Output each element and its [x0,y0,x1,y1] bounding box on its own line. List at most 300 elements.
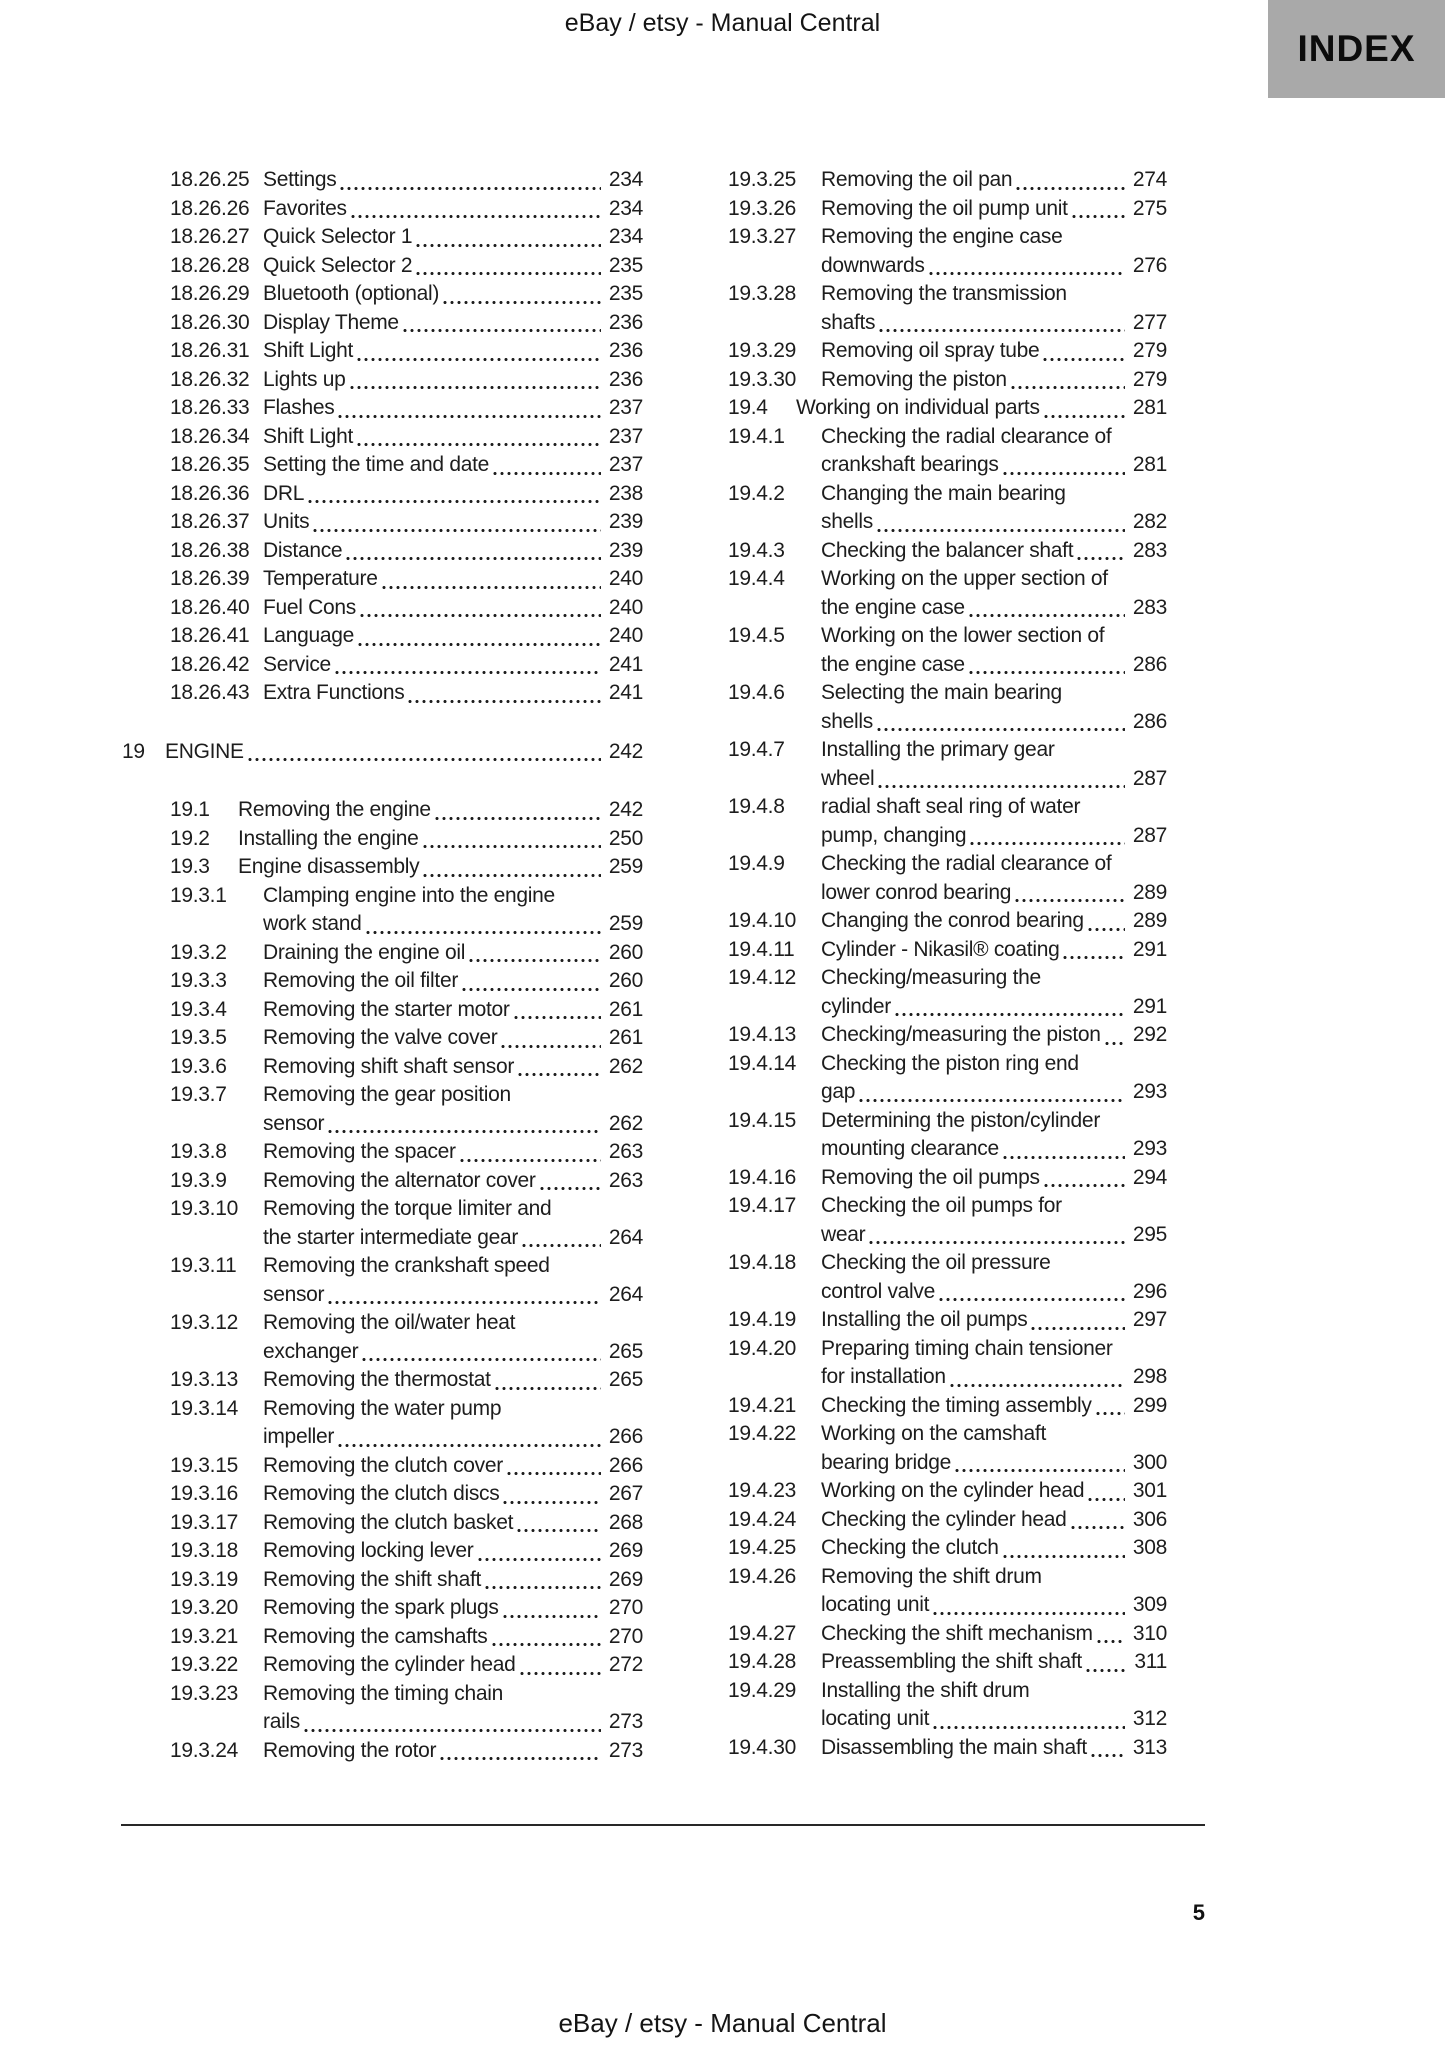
toc-entry[interactable] [680,1050,1167,1107]
toc-entry-line [680,793,1167,822]
toc-entry-title: Flashes [263,396,335,419]
toc-entry-line [122,1053,643,1082]
toc-entry-line [122,1138,643,1167]
toc-entry-title: Checking the timing assembly [821,1393,1092,1417]
dotted-leader [970,841,1125,846]
toc-entry-title: Clamping engine into the engine [263,883,555,907]
toc-entry-line [122,1566,643,1595]
toc-entry[interactable] [122,853,643,882]
toc-entry[interactable] [122,1509,643,1538]
toc-entry-title: Removing the oil filter [263,969,459,992]
toc-entry[interactable] [122,565,643,594]
toc-entry-title: Removing the transmission [821,282,1067,305]
dotted-leader [501,1044,600,1049]
toc-entry[interactable] [122,1053,643,1082]
toc-entry-line [122,825,643,854]
toc-entry[interactable] [122,508,643,537]
dotted-leader [520,1671,601,1676]
toc-entry-number: 19.3.18 [170,1539,238,1562]
toc-entry-title: Removing the oil/water heat [263,1311,516,1334]
toc-entry-number: 18.26.28 [170,253,250,277]
toc-entry-line [122,366,643,395]
toc-entry[interactable] [122,280,643,309]
toc-entry[interactable] [122,967,643,996]
toc-entry-title: Installing the primary gear [821,738,1055,761]
toc-entry-line [122,939,643,968]
toc-entry-line [680,1534,1167,1563]
toc-entry-title: Working on the cylinder head [821,1479,1085,1502]
toc-entry[interactable] [122,1737,643,1766]
toc-entry[interactable] [680,793,1167,850]
toc-entry-title: Installing the shift drum [821,1678,1030,1702]
toc-entry-page: 239 [608,510,643,533]
dotted-leader [933,1725,1125,1730]
toc-entry-line [680,195,1167,224]
toc-entry[interactable] [122,1252,643,1309]
toc-entry-page: 287 [1132,823,1167,847]
toc-entry-page: 313 [1132,1735,1167,1759]
toc-entry-title: Lights up [263,367,346,391]
toc-entry-title: Installing the engine [238,826,419,850]
toc-entry-page: 242 [608,739,643,763]
toc-entry-title: Working on the lower section of [821,624,1105,647]
toc-entry-page: 270 [608,1596,643,1619]
toc-entry[interactable] [122,1081,643,1138]
toc-entry-page: 287 [1132,766,1167,790]
toc-entry-page: 309 [1132,1593,1167,1616]
toc-entry-line [680,1078,1167,1107]
toc-entry[interactable] [122,1138,643,1167]
toc-entry-line [122,1167,643,1196]
toc-entry-line [680,651,1167,680]
toc-entry-page: 279 [1132,367,1167,391]
toc-entry-title: Removing the oil pumps [821,1165,1040,1189]
toc-entry-page: 241 [608,652,643,676]
toc-entry-title: Removing the engine case [821,225,1063,248]
toc-entry-page: 261 [608,997,643,1021]
toc-entry[interactable] [122,223,643,252]
toc-entry-title: Removing locking lever [263,1539,474,1562]
toc-entry[interactable] [122,594,643,623]
toc-entry[interactable] [680,1306,1167,1335]
toc-entry[interactable] [122,337,643,366]
toc-entry-title: Removing the thermostat [263,1368,491,1391]
toc-entry-title: Checking the radial clearance of [821,424,1112,448]
toc-entry[interactable] [680,1392,1167,1421]
dotted-leader [304,1728,601,1733]
toc-entry[interactable] [680,907,1167,936]
toc-entry[interactable] [680,964,1167,1021]
toc-entry-number: 19.3.21 [170,1624,238,1648]
toc-entry-title: Extra Functions [263,681,405,704]
toc-entry[interactable] [122,1167,643,1196]
dotted-leader [338,414,600,419]
toc-entry-page: 260 [608,969,643,992]
toc-entry[interactable] [680,366,1167,395]
toc-entry-line [680,765,1167,794]
toc-entry[interactable] [122,252,643,281]
toc-entry-number: 19.3.12 [170,1311,238,1334]
toc-entry[interactable] [680,1107,1167,1164]
toc-entry-page: 236 [608,310,643,334]
toc-entry[interactable] [680,337,1167,366]
toc-entry[interactable] [680,736,1167,793]
toc-entry-number: 19.4.9 [728,852,785,875]
dotted-leader [469,958,601,963]
toc-entry-page: 269 [608,1539,643,1562]
toc-entry-line [680,337,1167,366]
toc-entry-title: for installation [821,1365,946,1388]
toc-entry-title: Service [263,652,331,676]
dotted-leader [1086,1668,1126,1673]
dotted-leader [313,528,601,533]
toc-entry-number: 18.26.35 [170,453,250,476]
toc-entry-line [680,394,1167,423]
toc-entry-page: 240 [608,567,643,590]
dotted-leader [1088,927,1125,932]
toc-entry[interactable] [680,679,1167,736]
toc-entry[interactable] [122,1395,643,1452]
toc-entry[interactable] [680,1677,1167,1734]
dotted-leader [440,1756,601,1761]
dotted-leader [514,1015,601,1020]
toc-entry-line [122,1537,643,1566]
dotted-leader [408,699,600,704]
toc-entry-number: 18.26.27 [170,225,250,248]
toc-entry[interactable] [122,738,643,767]
toc-entry[interactable] [680,1506,1167,1535]
toc-entry-title: Removing the clutch basket [263,1510,514,1534]
toc-entry-number: 18.26.33 [170,396,250,419]
toc-entry[interactable] [122,825,643,854]
toc-entry-title: Removing the clutch cover [263,1453,503,1477]
toc-entry-page: 276 [1132,253,1167,277]
toc-entry-line [122,1024,643,1053]
toc-entry-line [122,996,643,1025]
toc-entry-line [680,480,1167,509]
dotted-leader [1011,385,1125,390]
toc-entry-line [122,451,643,480]
toc-entry-page: 296 [1132,1279,1167,1303]
toc-entry-page: 272 [608,1653,643,1676]
toc-entry-title: shells [821,709,873,733]
toc-entry[interactable] [122,1195,643,1252]
dotted-leader [939,1297,1125,1302]
dotted-leader [879,328,1125,333]
toc-entry[interactable] [680,1734,1167,1763]
toc-entry-page: 289 [1132,909,1167,932]
toc-entry-title: Engine disassembly [238,855,420,878]
dotted-leader [1031,1326,1124,1331]
toc-entry-title: Working on the upper section of [821,567,1108,590]
toc-entry[interactable] [122,394,643,423]
toc-entry-number: 19.3.2 [170,940,227,964]
toc-entry-title: rails [263,1710,301,1733]
toc-entry-number: 19.3.27 [728,225,796,248]
dotted-leader [540,1186,601,1191]
toc-entry-line [680,1363,1167,1392]
toc-entry[interactable] [122,1366,643,1395]
toc-entry-page: 264 [608,1282,643,1306]
toc-entry[interactable] [122,1680,643,1737]
toc-entry-page: 265 [608,1368,643,1391]
toc-entry[interactable] [122,1024,643,1053]
toc-entry-page: 286 [1132,709,1167,733]
toc-entry-number: 19.3.19 [170,1567,238,1591]
toc-entry-number: 19.3.20 [170,1596,238,1619]
toc-entry[interactable] [122,309,643,338]
toc-entry-line [680,1107,1167,1136]
toc-entry-number: 18.26.25 [170,168,250,191]
toc-entry-number: 18.26.36 [170,481,250,505]
toc-entry-number: 19.4 [728,396,768,419]
toc-entry-number: 19.4.7 [728,738,785,761]
toc-entry[interactable] [680,480,1167,537]
toc-entry[interactable] [122,423,643,452]
toc-entry-line [680,309,1167,338]
toc-entry[interactable] [680,537,1167,566]
toc-entry-title: Removing the alternator cover [263,1168,536,1192]
toc-entry-number: 18.26.43 [170,681,250,704]
toc-entry[interactable] [122,679,643,708]
toc-entry-page: 237 [608,424,643,448]
toc-entry[interactable] [122,480,643,509]
toc-entry-line [122,565,643,594]
toc-entry-number: 19.3.23 [170,1681,238,1705]
toc-entry[interactable] [122,796,643,825]
dotted-leader [335,670,601,675]
toc-entry[interactable] [680,1164,1167,1193]
toc-entry-page: 281 [1132,396,1167,419]
dotted-leader [351,214,601,219]
toc-entry[interactable] [680,1620,1167,1649]
toc-entry[interactable] [122,1452,643,1481]
toc-entry[interactable] [122,366,643,395]
toc-entry-title: shafts [821,310,876,334]
toc-entry[interactable] [680,565,1167,622]
toc-entry[interactable] [122,1623,643,1652]
dotted-leader [1003,1554,1125,1559]
toc-entry-line [680,1249,1167,1278]
toc-entry[interactable] [680,394,1167,423]
toc-entry[interactable] [680,195,1167,224]
toc-entry-title: Units [263,510,310,533]
toc-entry[interactable] [680,1335,1167,1392]
toc-entry-page: 241 [608,681,643,704]
toc-entry-number: 19.3.10 [170,1197,238,1220]
toc-entry-line [680,736,1167,765]
toc-entry-title: Removing the spacer [263,1140,456,1163]
toc-entry-number: 19.3.4 [170,997,227,1021]
toc-entry-line [122,1423,643,1452]
toc-entry-line [680,451,1167,480]
dotted-leader [878,784,1124,789]
toc-entry-number: 19.4.22 [728,1422,796,1445]
dotted-leader [338,1443,601,1448]
dotted-leader [1044,1183,1125,1188]
toc-entry-line [680,508,1167,537]
toc-entry-line [122,508,643,537]
toc-entry[interactable] [122,195,643,224]
toc-entry-line [680,1705,1167,1734]
toc-entry[interactable] [122,166,643,195]
toc-entry-line [122,738,643,767]
toc-entry-line [680,252,1167,281]
toc-entry-title: Removing the engine [238,798,431,821]
toc-entry-line [680,1506,1167,1535]
toc-entry-page: 234 [608,225,643,248]
toc-entry[interactable] [680,1534,1167,1563]
toc-entry-page: 234 [608,168,643,191]
toc-entry-page: 312 [1132,1707,1167,1730]
dotted-leader [357,357,601,362]
toc-entry[interactable] [122,622,643,651]
toc-entry[interactable] [680,850,1167,907]
toc-entry[interactable] [122,1651,643,1680]
toc-entry-page: 236 [608,339,643,362]
toc-entry-line [680,565,1167,594]
toc-entry-page: 268 [608,1510,643,1534]
toc-entry-line [122,910,643,939]
toc-entry-title: Removing oil spray tube [821,339,1040,362]
toc-entry-line [680,708,1167,737]
toc-entry[interactable] [680,423,1167,480]
toc-entry-line [680,993,1167,1022]
toc-entry[interactable] [680,1477,1167,1506]
toc-entry[interactable] [122,882,643,939]
toc-entry-line [122,1366,643,1395]
toc-entry-number: 18.26.38 [170,538,250,562]
toc-entry-title: Removing the oil pump unit [821,196,1068,220]
toc-entry[interactable] [122,451,643,480]
toc-entry[interactable] [122,1594,643,1623]
index-badge: INDEX [1268,0,1445,98]
toc-entry-page: 236 [608,367,643,391]
toc-entry[interactable] [680,223,1167,280]
toc-entry-number: 19.4.14 [728,1051,796,1075]
toc-entry-title: Removing the camshafts [263,1624,488,1648]
toc-entry-page: 266 [608,1453,643,1477]
toc-entry-title: Language [263,624,355,647]
toc-column-left [122,166,643,1765]
toc-entry-line [122,480,643,509]
dotted-leader [1044,414,1125,419]
toc-entry[interactable] [680,1021,1167,1050]
toc-entry-number: 19.4.13 [728,1023,796,1046]
toc-entry-line [122,1737,643,1766]
toc-entry-number: 19.3.17 [170,1510,238,1534]
footer-divider [121,1824,1205,1826]
toc-entry-line [680,1677,1167,1706]
toc-entry-page: 286 [1132,652,1167,676]
toc-entry[interactable] [680,1563,1167,1620]
toc-entry-title: Checking the balancer shaft [821,538,1074,562]
dotted-leader [478,1557,601,1562]
toc-entry-title: Removing the rotor [263,1738,437,1762]
toc-entry-title: Setting the time and date [263,453,489,476]
toc-entry-number: 19.3.1 [170,883,227,907]
toc-entry-line [680,1021,1167,1050]
toc-entry-number: 18.26.42 [170,652,250,676]
toc-entry[interactable] [680,622,1167,679]
toc-entry[interactable] [122,1537,643,1566]
toc-entry-line [680,280,1167,309]
toc-entry-title: Removing the oil pan [821,168,1013,191]
dotted-leader [443,300,601,305]
toc-entry-title: Removing the timing chain [263,1681,503,1705]
toc-entry[interactable] [680,166,1167,195]
toc-entry-title: Settings [263,168,337,191]
dotted-leader [1043,357,1124,362]
toc-entry-line [680,1449,1167,1478]
toc-entry[interactable] [122,537,643,566]
toc-entry[interactable] [122,1480,643,1509]
page-footer-title: eBay / etsy - Manual Central [558,2008,887,2038]
dotted-leader [350,385,601,390]
toc-entry-title: Removing the torque limiter and [263,1197,552,1220]
dotted-leader [492,1642,601,1647]
toc-entry[interactable] [680,1249,1167,1306]
toc-entry-title: shells [821,510,873,533]
toc-entry-number: 19.4.27 [728,1621,796,1645]
toc-entry-page: 293 [1132,1080,1167,1103]
toc-entry-number: 19.4.25 [728,1536,796,1559]
toc-entry-title: Removing the water pump [263,1396,502,1420]
toc-entry[interactable] [122,651,643,680]
toc-entry-number: 19.2 [170,826,210,850]
dotted-leader [1091,1753,1125,1758]
toc-entry-line [122,1224,643,1253]
toc-entry-title: Selecting the main bearing [821,681,1062,704]
toc-entry[interactable] [680,1648,1167,1677]
dotted-leader [346,556,601,561]
toc-entry[interactable] [680,280,1167,337]
toc-entry-line [680,936,1167,965]
toc-entry-number: 19.4.23 [728,1479,796,1502]
toc-column-right [680,166,1167,1762]
toc-entry[interactable] [122,939,643,968]
toc-entry-title: Quick Selector 2 [263,253,413,277]
toc-entry[interactable] [122,996,643,1025]
dotted-leader [1015,898,1125,903]
dotted-leader [1088,1497,1125,1502]
toc-entry[interactable] [680,936,1167,965]
toc-entry-page: 282 [1132,510,1167,533]
dotted-leader [969,670,1125,675]
toc-entry-line [680,879,1167,908]
toc-entry-title: Checking the shift mechanism [821,1621,1093,1645]
dotted-leader [366,930,601,935]
toc-entry-title: Removing the spark plugs [263,1596,499,1619]
toc-entry[interactable] [680,1192,1167,1249]
toc-entry-title: the engine case [821,652,965,676]
toc-entry-title: DRL [263,481,305,505]
toc-entry[interactable] [680,1420,1167,1477]
toc-entry[interactable] [122,1309,643,1366]
toc-entry-line [122,423,643,452]
dotted-leader [416,271,601,276]
dotted-leader [382,585,601,590]
toc-entry-title: Preparing timing chain tensioner [821,1336,1113,1360]
toc-entry-line [680,1164,1167,1193]
toc-entry-title: Determining the piston/cylinder [821,1108,1101,1132]
toc-entry[interactable] [122,1566,643,1595]
dotted-leader [895,1012,1125,1017]
toc-entry-title: pump, changing [821,823,967,847]
toc-entry-title: cylinder [821,994,891,1018]
toc-entry-number: 19.3.13 [170,1368,238,1391]
toc-entry-page: 311 [1134,1650,1167,1673]
